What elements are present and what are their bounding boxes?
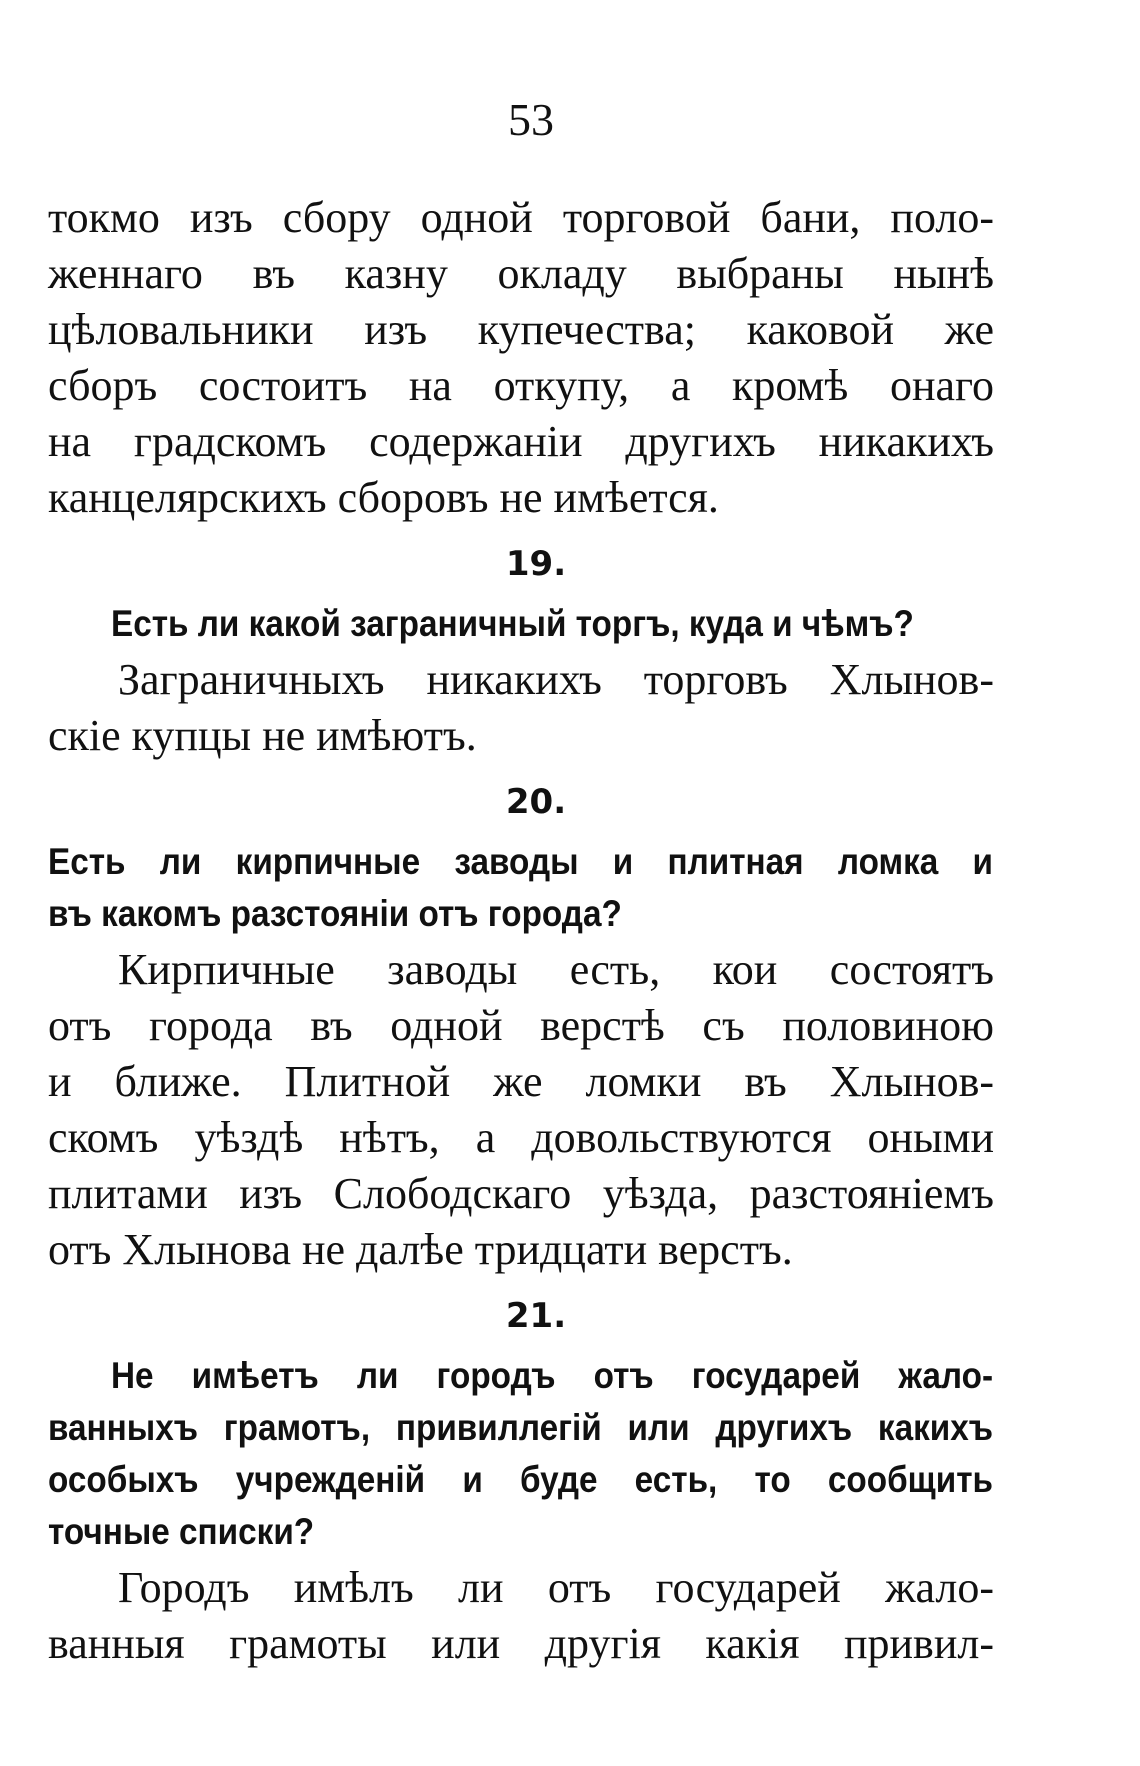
text-line: отъ города въ одной верстѣ съ половиною <box>48 1001 994 1050</box>
answer-21 <box>48 1560 994 1672</box>
answer-20 <box>48 942 994 1278</box>
text-line: плитами изъ Слободскаго уѣзда, разстояніемъ <box>48 1169 994 1218</box>
question-line: Есть ли какой заграничный торгъ, куда и чѣмъ? <box>111 603 914 644</box>
section-number-21: 21. <box>505 1296 567 1336</box>
text-line: женнаго въ казну окладу выбраны нынѣ <box>48 249 994 298</box>
text-line: сборъ состоитъ на откупу, а кромѣ онаго <box>48 361 994 410</box>
text-line: ванныя грамоты или другія какія привил- <box>48 1619 994 1668</box>
text-line: токмо изъ сбору одной торговой бани, поло- <box>48 193 994 242</box>
text-line: Кирпичные заводы есть, кои состоятъ <box>118 945 994 994</box>
question-line: особыхъ учрежденій и буде есть, то сообщить <box>48 1459 994 1500</box>
question-20 <box>48 836 993 940</box>
question-line: въ какомъ разстояніи отъ города? <box>48 893 622 934</box>
text-line: скіе купцы не имѣютъ. <box>48 711 477 760</box>
text-line: Заграничныхъ никакихъ торговъ Хлынов- <box>118 655 994 704</box>
question-21 <box>48 1350 993 1558</box>
question-19 <box>48 598 993 650</box>
text-line: отъ Хлынова не далѣе тридцати верстъ. <box>48 1225 793 1274</box>
text-line: скомъ уѣздѣ нѣтъ, а довольствуются оными <box>48 1113 994 1162</box>
text-line: канцелярскихъ сборовъ не имѣется. <box>48 473 719 522</box>
section-number-19: 19. <box>505 544 567 584</box>
answer-19 <box>48 652 994 764</box>
body-paragraph <box>48 190 994 526</box>
text-line: на градскомъ содержаніи другихъ никакихъ <box>48 417 994 466</box>
section-number-20: 20. <box>505 782 567 822</box>
question-line: Есть ли кирпичные заводы и плитная ломка и <box>48 841 994 882</box>
text-line: Городъ имѣлъ ли отъ государей жало- <box>118 1563 994 1612</box>
question-line: ванныхъ грамотъ, привиллегій или другихъ какихъ <box>48 1407 994 1448</box>
page-number: 53 <box>508 94 554 145</box>
book-page <box>48 90 994 1672</box>
text-line: и ближе. Плитной же ломки въ Хлынов- <box>48 1057 994 1106</box>
text-line: цѣловальники изъ купечества; каковой же <box>48 305 994 354</box>
question-line: точные списки? <box>48 1511 315 1552</box>
question-line: Не имѣетъ ли городъ отъ государей жало- <box>111 1355 994 1396</box>
